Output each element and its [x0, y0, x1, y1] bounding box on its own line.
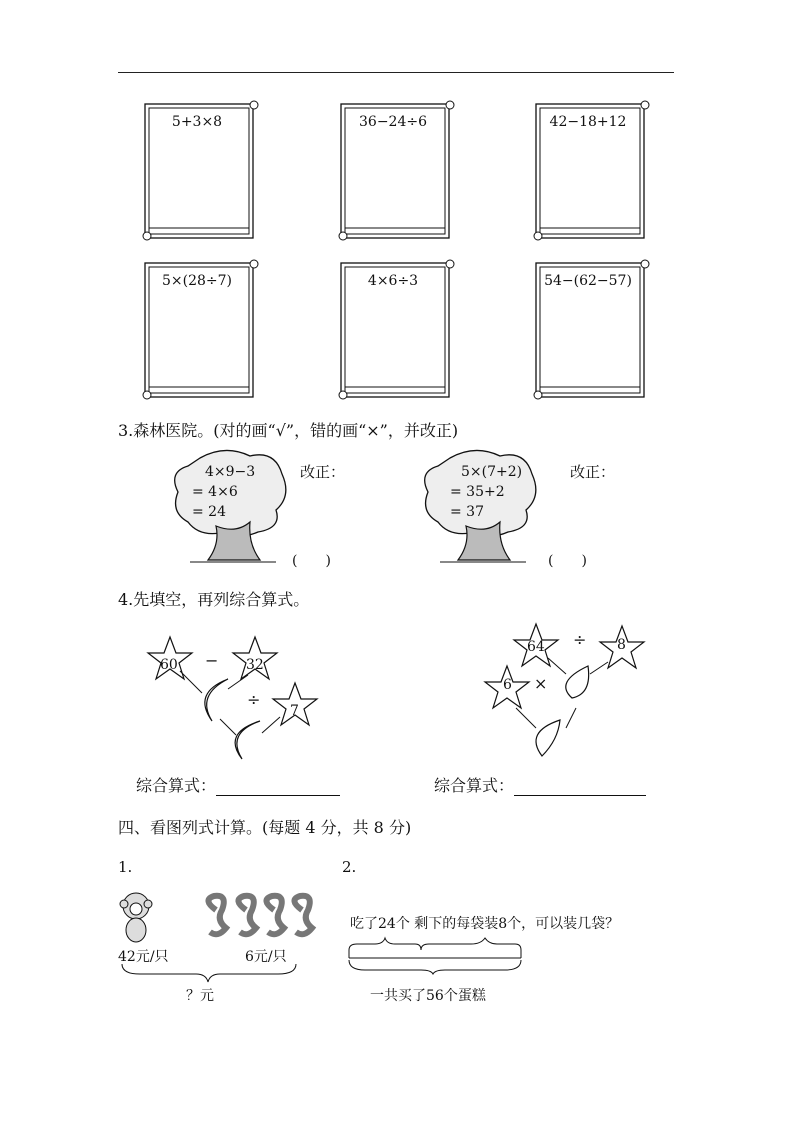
answer-paren[interactable]: ( ): [292, 553, 331, 569]
question-number: 2.: [342, 858, 357, 876]
scroll-box: [532, 100, 652, 242]
star-number: 32: [246, 657, 264, 673]
calc-line: = 24: [192, 504, 226, 520]
scroll-box: [141, 259, 261, 401]
answer-blank[interactable]: [216, 777, 340, 796]
star-number: 6: [503, 677, 512, 693]
monkey-price: 42元/只: [118, 949, 169, 965]
snake-price: 6元/只: [245, 949, 287, 965]
operator: ×: [534, 674, 548, 693]
scroll-expression: 42−18+12: [549, 114, 627, 130]
star-moon-diagram: [140, 635, 340, 765]
calc-line: = 37: [450, 504, 484, 520]
moon-shape: [536, 720, 560, 756]
correction-label: 改正：: [300, 463, 346, 481]
scroll-expression: 54−(62−57): [544, 273, 632, 289]
operator: ÷: [247, 690, 261, 709]
combined-formula: [434, 773, 646, 796]
header-rule: [118, 72, 674, 73]
moon-shape: [566, 666, 589, 698]
scroll-box: [337, 259, 457, 401]
question-number: 1.: [118, 858, 133, 876]
operator: −: [205, 651, 219, 670]
combined-formula-label: 综合算式：: [434, 776, 515, 795]
problem-text: 吃了24个 剩下的每袋装8个，可以装几袋？: [350, 916, 620, 932]
question-price: ？元: [186, 988, 214, 1004]
total-label: 一共买了56个蛋糕: [370, 988, 486, 1004]
star-number: 7: [290, 703, 299, 719]
section-4-title: 4.先填空，再列综合算式。: [118, 590, 310, 609]
moon-shape: [235, 721, 260, 759]
brace: [120, 962, 300, 984]
calc-line: = 35+2: [450, 484, 505, 500]
star-number: 64: [527, 639, 545, 655]
scroll-expression: 36−24÷6: [359, 114, 427, 130]
answer-paren[interactable]: ( ): [548, 553, 587, 569]
combined-formula-label: 综合算式：: [136, 776, 217, 795]
snake-icon: [208, 896, 226, 934]
animals-illustration: [118, 888, 318, 948]
snake-icon: [266, 896, 284, 934]
scroll-expression: 5+3×8: [171, 114, 223, 130]
scroll-expression: 5×(28÷7): [161, 273, 232, 289]
snake-icon: [238, 896, 256, 934]
star-number: 8: [617, 637, 626, 653]
scroll-box: [337, 100, 457, 242]
calc-line: = 4×6: [192, 484, 238, 500]
moon-shape: [205, 679, 228, 721]
combined-formula: [136, 773, 340, 796]
segment-braces: [345, 936, 525, 976]
star-number: 60: [160, 657, 178, 673]
operator: ÷: [573, 630, 587, 649]
scroll-box: [532, 259, 652, 401]
calc-line: 5×(7+2): [461, 464, 523, 480]
section-3-title: 3.森林医院。(对的画“√”，错的画“×”，并改正): [118, 421, 459, 440]
correction-label: 改正：: [570, 463, 616, 481]
scroll-box: [141, 100, 261, 242]
scroll-expression: 4×6÷3: [367, 273, 419, 289]
snake-icon: [294, 896, 312, 934]
calc-line: 4×9−3: [205, 464, 256, 480]
answer-blank[interactable]: [514, 777, 646, 796]
part-4-title: 四、看图列式计算。(每题 4 分，共 8 分): [118, 818, 412, 837]
monkey-icon: [120, 893, 152, 942]
